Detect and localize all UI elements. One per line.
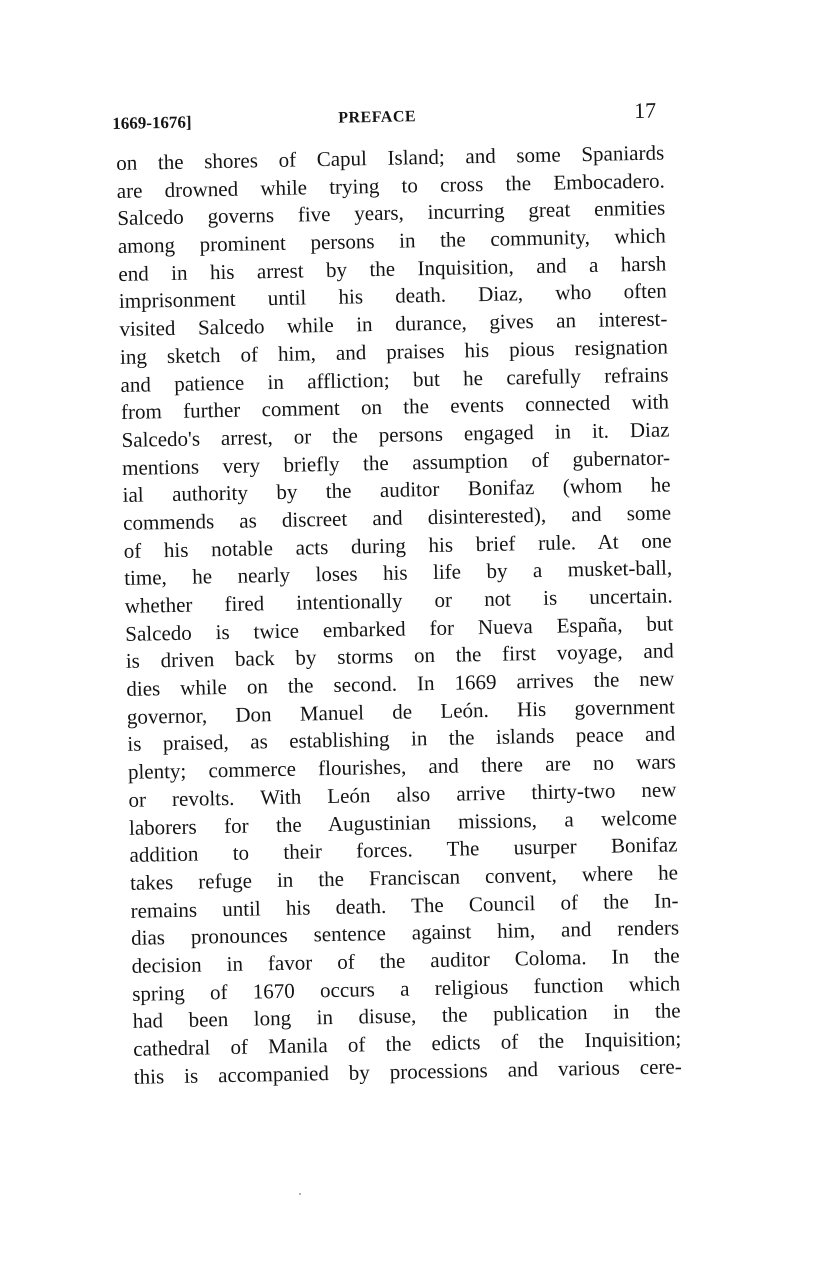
text-line: Salcedo governs five years, incurring great enmities xyxy=(117,195,666,231)
text-line: laborers for the Augustinian missions, a welcome xyxy=(128,804,678,840)
text-line: is praised, as establishing in the islands peace and xyxy=(127,721,676,757)
body-text xyxy=(116,139,694,1091)
text-line: of his notable acts during his brief rule. At one xyxy=(123,528,672,563)
text-line: are drowned while trying to cross the Embocadero. xyxy=(116,168,665,203)
text-line: spring of 1670 occurs a religious function which xyxy=(131,970,681,1006)
text-line: time, he nearly loses his life by a musket-ball, xyxy=(123,555,673,591)
chapter-title: PREFACE xyxy=(338,108,417,127)
text-line: dies while on the second. In 1669 arrives the new xyxy=(126,666,675,701)
text-line: is driven back by storms on the first voyage, and xyxy=(125,638,674,674)
date-range: 1669-1676] xyxy=(112,112,192,133)
text-line: had been long in disuse, the publication in the xyxy=(132,998,681,1034)
page-number: 17 xyxy=(633,97,657,123)
text-line: this is accompanied by processions and various cere- xyxy=(133,1053,682,1089)
scan-speck xyxy=(299,1193,301,1195)
text-line: addition to their forces. The usurper Bonifaz xyxy=(129,832,678,868)
text-line: Salcedo's arrest, or the persons engaged in it. Diaz xyxy=(121,417,670,452)
text-line: on the shores of Capul Island; and some Spaniards xyxy=(116,140,665,175)
text-line: ial authority by the auditor Bonifaz (whom he xyxy=(122,472,671,508)
text-line: Salcedo is twice embarked for Nueva España, but xyxy=(125,611,674,646)
text-line: plenty; commerce flourishes, and there are no wars xyxy=(127,749,677,785)
text-line: decision in favor of the auditor Coloma. In the xyxy=(131,943,680,978)
running-head xyxy=(112,97,660,136)
text-line: end in his arrest by the Inquisition, and a harsh xyxy=(118,251,667,286)
text-line: cathedral of Manila of the edicts of the Inquisition; xyxy=(133,1026,682,1061)
text-line: commends as discreet and disinterested), and some xyxy=(122,500,672,535)
text-line: from further comment on the events connected with xyxy=(120,389,670,425)
text-line: mentions very briefly the assumption of gubernator- xyxy=(121,444,671,480)
text-line: imprisonment until his death. Diaz, who often xyxy=(118,278,668,314)
text-line: remains until his death. The Council of the In- xyxy=(130,887,679,923)
text-line: governor, Don Manuel de León. His government xyxy=(126,694,676,729)
text-line: dias pronounces sentence against him, and renders xyxy=(130,915,680,951)
text-line: and patience in affliction; but he carefully refrains xyxy=(120,361,669,397)
text-line: takes refuge in the Franciscan convent, where he xyxy=(129,860,679,895)
text-line: ing sketch of him, and praises his pious resignation xyxy=(119,334,669,369)
text-line: visited Salcedo while in durance, gives an interest- xyxy=(119,306,668,342)
text-line: or revolts. With León also arrive thirty-two new xyxy=(128,777,677,812)
text-line: among prominent persons in the community, which xyxy=(117,223,666,259)
text-line: whether fired intentionally or not is uncertain. xyxy=(124,583,673,618)
